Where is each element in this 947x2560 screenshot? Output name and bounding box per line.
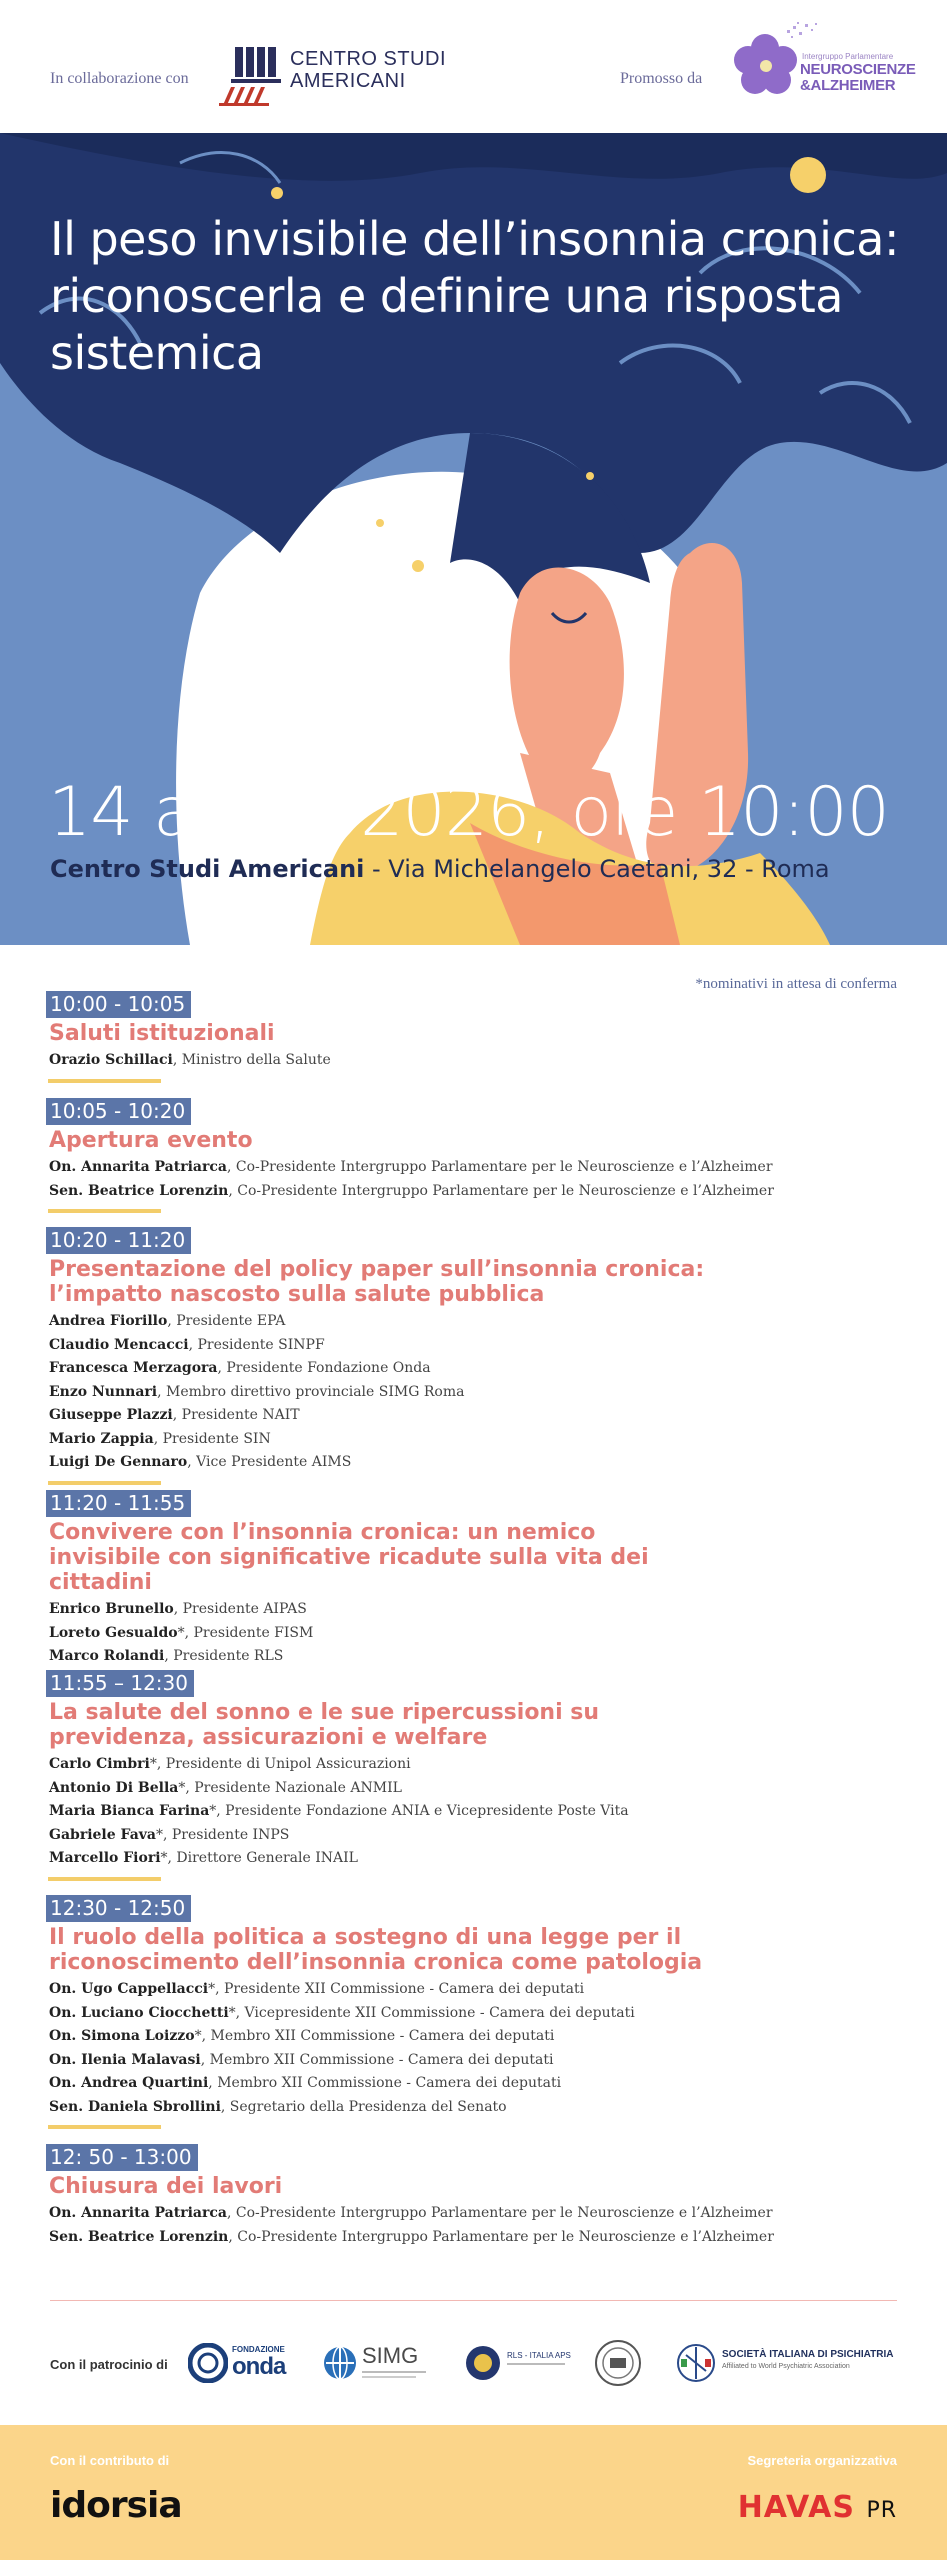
section-underline bbox=[48, 1079, 161, 1083]
speaker-name: Maria Bianca Farina bbox=[49, 1803, 210, 1819]
section-underline bbox=[48, 1481, 161, 1485]
speaker-name: Giuseppe Plazzi bbox=[49, 1407, 173, 1423]
contribution-label: Con il contributo di bbox=[50, 2453, 170, 2468]
secretariat-label: Segreteria organizzativa bbox=[747, 2453, 897, 2468]
havas-suffix: PR bbox=[866, 2498, 897, 2523]
collaboration-label: In collaborazione con bbox=[50, 70, 189, 87]
speaker bbox=[49, 1381, 906, 1405]
speaker-role: , Co-Presidente Intergruppo Parlamentare per le Neuroscienze e l’Alzheimer bbox=[228, 2228, 774, 2245]
speaker-name: Mario Zappia bbox=[49, 1430, 154, 1447]
speaker-name: Marco Rolandi bbox=[49, 1648, 165, 1664]
session-title: La salute del sonno e le sue ripercussioni su previdenza, assicurazioni e welfare bbox=[49, 1700, 600, 1750]
speaker-role: , Membro XII Commissione - Camera dei deputati bbox=[200, 2051, 554, 2068]
session bbox=[46, 1227, 906, 1485]
speaker-name: On. Andrea Quartini bbox=[49, 2075, 209, 2091]
simg-globe-icon bbox=[322, 2345, 358, 2381]
session-title: Chiusura dei lavori bbox=[49, 2174, 283, 2199]
speaker-role: , Membro XII Commissione - Camera dei deputati bbox=[208, 2075, 562, 2091]
fondazione-onda-logo bbox=[188, 2333, 298, 2393]
session bbox=[46, 1895, 906, 2129]
speaker bbox=[49, 1451, 906, 1475]
session-time: 12: 50 - 13:00 bbox=[46, 2144, 198, 2171]
speaker bbox=[49, 1847, 906, 1871]
speaker bbox=[49, 1049, 906, 1073]
speaker-role: *, Membro XII Commissione - Camera dei deputati bbox=[194, 2028, 555, 2044]
venue-address: - Via Michelangelo Caetani, 32 - Roma bbox=[364, 855, 830, 883]
speaker-role: *, Presidente XII Commissione - Camera dei deputati bbox=[208, 1981, 585, 1997]
speaker-role: , Presidente Fondazione Onda bbox=[217, 1360, 431, 1376]
sip-sub: Affiliated to World Psychiatric Association bbox=[722, 2363, 850, 2370]
event-venue bbox=[50, 855, 830, 883]
rls-tagline bbox=[507, 2363, 565, 2365]
speaker-list bbox=[49, 1049, 906, 1073]
speaker bbox=[49, 1310, 906, 1334]
society-seal-logo bbox=[594, 2333, 644, 2393]
simg-logo bbox=[322, 2333, 432, 2393]
speaker-role: *, Presidente FISM bbox=[177, 1624, 314, 1641]
speaker bbox=[49, 1180, 906, 1204]
speaker bbox=[49, 1753, 906, 1777]
speaker-name: On. Luciano Ciocchetti bbox=[49, 2004, 229, 2021]
speaker-role: , Presidente SINPF bbox=[188, 1336, 325, 1353]
speaker-list bbox=[49, 1310, 906, 1475]
speaker bbox=[49, 1645, 906, 1669]
speaker-role: , Membro direttivo provinciale SIMG Roma bbox=[157, 1383, 465, 1400]
speaker-role: , Co-Presidente Intergruppo Parlamentare per le Neuroscienze e l’Alzheimer bbox=[228, 1182, 774, 1199]
simg-tagline bbox=[362, 2371, 426, 2373]
speaker-name: Antonio Di Bella bbox=[49, 1779, 179, 1796]
patronage-label: Con il patrocinio di bbox=[50, 2357, 168, 2372]
csa-line1: CENTRO STUDI bbox=[290, 48, 446, 70]
speaker bbox=[49, 2226, 906, 2250]
nz-title-line2: &ALZHEIMER bbox=[800, 77, 896, 94]
session bbox=[46, 1098, 906, 1213]
speaker-role: *, Vicepresidente XII Commissione - Camera dei deputati bbox=[228, 2004, 635, 2021]
session-title: Saluti istituzionali bbox=[49, 1021, 275, 1046]
speaker-name: On. Simona Loizzo bbox=[49, 2028, 195, 2044]
speaker-name: Sen. Beatrice Lorenzin bbox=[49, 2228, 229, 2245]
speaker-role: , Segretario della Presidenza del Senato bbox=[220, 2098, 507, 2115]
speaker-role: , Presidente RLS bbox=[164, 1648, 284, 1664]
idorsia-logo: idorsia bbox=[50, 2485, 182, 2526]
event-date: 14 aprile 2026, ore 10:00 bbox=[48, 773, 889, 852]
speaker-role: , Presidente NAIT bbox=[172, 1407, 300, 1423]
speaker-role: , Presidente EPA bbox=[167, 1313, 286, 1329]
speaker bbox=[49, 2049, 906, 2073]
onda-mark-icon bbox=[188, 2343, 228, 2383]
speaker-name: Orazio Schillaci bbox=[49, 1052, 173, 1068]
footer-divider bbox=[50, 2300, 897, 2301]
rls-italia-logo bbox=[465, 2333, 575, 2393]
session-title: Il ruolo della politica a sostegno di una legge per il riconoscimento dell’insonnia cronica come patologia bbox=[49, 1925, 703, 1975]
section-underline bbox=[48, 1209, 161, 1213]
speaker-name: Sen. Daniela Sbrollini bbox=[49, 2098, 221, 2115]
speaker bbox=[49, 1334, 906, 1358]
speaker-name: Enzo Nunnari bbox=[49, 1383, 158, 1400]
speaker-role: , Presidente SIN bbox=[153, 1430, 271, 1447]
nz-subtitle: Intergruppo Parlamentare bbox=[802, 52, 894, 61]
speaker bbox=[49, 1598, 906, 1622]
speaker-role: *, Direttore Generale INAIL bbox=[160, 1850, 358, 1866]
speaker bbox=[49, 2002, 906, 2026]
speaker-name: On. Annarita Patriarca bbox=[49, 2205, 227, 2221]
nz-title bbox=[800, 62, 916, 94]
havas-name: HAVAS bbox=[737, 2490, 855, 2525]
csa-line2: AMERICANI bbox=[290, 70, 406, 92]
event-title: Il peso invisibile dell’insonnia cronica: riconoscerla e definire una risposta sistemica bbox=[50, 212, 899, 380]
speaker-role: , Presidente AIPAS bbox=[173, 1601, 307, 1617]
centro-studi-americani-logo bbox=[213, 45, 283, 107]
onda-sub: FONDAZIONE bbox=[232, 2345, 285, 2354]
speaker-name: On. Ilenia Malavasi bbox=[49, 2051, 201, 2068]
speaker-role: *, Presidente di Unipol Assicurazioni bbox=[149, 1756, 411, 1772]
speaker bbox=[49, 2202, 906, 2226]
speaker-list bbox=[49, 1598, 906, 1669]
havas-pr-logo bbox=[738, 2490, 897, 2525]
hero-banner bbox=[0, 133, 947, 945]
speaker bbox=[49, 1824, 906, 1848]
speaker-name: Gabriele Fava bbox=[49, 1826, 156, 1843]
venue-name: Centro Studi Americani bbox=[50, 855, 365, 883]
sip-logo bbox=[676, 2333, 901, 2393]
speaker-role: , Co-Presidente Intergruppo Parlamentare per le Neuroscienze e l’Alzheimer bbox=[226, 1159, 773, 1175]
speaker bbox=[49, 1404, 906, 1428]
speaker-name: Claudio Mencacci bbox=[49, 1336, 189, 1353]
session-time: 10:00 - 10:05 bbox=[46, 991, 191, 1018]
speaker-name: Sen. Beatrice Lorenzin bbox=[49, 1182, 229, 1199]
speaker-name: Luigi De Gennaro bbox=[49, 1454, 188, 1470]
speaker bbox=[49, 1777, 906, 1801]
session-title: Convivere con l’insonnia cronica: un nemico invisibile con significative ricadute sulla vita dei cittadini bbox=[49, 1520, 649, 1595]
speaker-list bbox=[49, 1753, 906, 1871]
session bbox=[46, 2144, 906, 2249]
nz-title-line1: NEUROSCIENZE bbox=[800, 61, 916, 78]
sip-emblem-icon bbox=[676, 2341, 716, 2385]
session-time: 10:20 - 11:20 bbox=[46, 1227, 191, 1254]
session-title: Presentazione del policy paper sull’insonnia cronica: l’impatto nascosto sulla salute pubblica bbox=[49, 1257, 705, 1307]
promoted-by-label: Promosso da bbox=[620, 70, 703, 87]
section-underline bbox=[48, 2125, 161, 2129]
top-bar bbox=[0, 0, 947, 133]
speaker bbox=[49, 1978, 906, 2002]
speaker-role: *, Presidente Nazionale ANMIL bbox=[178, 1779, 402, 1796]
speaker bbox=[49, 2072, 906, 2096]
footer-band bbox=[0, 2425, 947, 2560]
sip-name: SOCIETÀ ITALIANA DI PSICHIATRIA bbox=[722, 2349, 894, 2360]
speaker bbox=[49, 1428, 906, 1452]
onda-name: onda bbox=[232, 2353, 286, 2380]
session bbox=[46, 1670, 906, 1881]
seal-icon bbox=[594, 2339, 642, 2387]
session bbox=[46, 1490, 906, 1679]
csa-name bbox=[290, 48, 446, 92]
speaker-name: On. Annarita Patriarca bbox=[49, 1159, 227, 1175]
speaker-name: Carlo Cimbri bbox=[49, 1756, 150, 1772]
speaker-list bbox=[49, 1156, 906, 1203]
speaker-name: Enrico Brunello bbox=[49, 1601, 174, 1617]
simg-name: SIMG bbox=[362, 2343, 419, 2368]
session bbox=[46, 991, 906, 1083]
speaker-role: *, Presidente INPS bbox=[155, 1826, 290, 1843]
speaker-role: , Co-Presidente Intergruppo Parlamentare per le Neuroscienze e l’Alzheimer bbox=[226, 2205, 773, 2221]
speaker bbox=[49, 1622, 906, 1646]
session-time: 12:30 - 12:50 bbox=[46, 1895, 191, 1922]
speaker-role: , Vice Presidente AIMS bbox=[187, 1454, 352, 1470]
speaker-name: Francesca Merzagora bbox=[49, 1360, 218, 1376]
session-time: 11:20 - 11:55 bbox=[46, 1490, 191, 1517]
speaker-name: Loreto Gesualdo bbox=[49, 1624, 178, 1641]
speaker bbox=[49, 2096, 906, 2120]
rls-badge-icon bbox=[465, 2345, 501, 2381]
speaker bbox=[49, 1800, 906, 1824]
pending-confirmation-note: *nominativi in attesa di conferma bbox=[695, 976, 897, 992]
session-time: 11:55 – 12:30 bbox=[46, 1670, 194, 1697]
speaker-list bbox=[49, 2202, 906, 2249]
speaker bbox=[49, 1156, 906, 1180]
speaker bbox=[49, 1357, 906, 1381]
speaker-name: Marcello Fiori bbox=[49, 1850, 161, 1866]
speaker-name: Andrea Fiorillo bbox=[49, 1313, 168, 1329]
speaker-role: , Ministro della Salute bbox=[172, 1052, 331, 1068]
speaker bbox=[49, 2025, 906, 2049]
speaker-list bbox=[49, 1978, 906, 2119]
speaker-name: On. Ugo Cappellacci bbox=[49, 1981, 209, 1997]
session-title: Apertura evento bbox=[49, 1128, 253, 1153]
rls-name: RLS - ITALIA APS bbox=[507, 2351, 571, 2360]
speaker-role: *, Presidente Fondazione ANIA e Vicepresidente Poste Vita bbox=[209, 1803, 629, 1819]
session-time: 10:05 - 10:20 bbox=[46, 1098, 191, 1125]
section-underline bbox=[48, 1877, 161, 1881]
simg-tagline-2 bbox=[362, 2376, 416, 2378]
